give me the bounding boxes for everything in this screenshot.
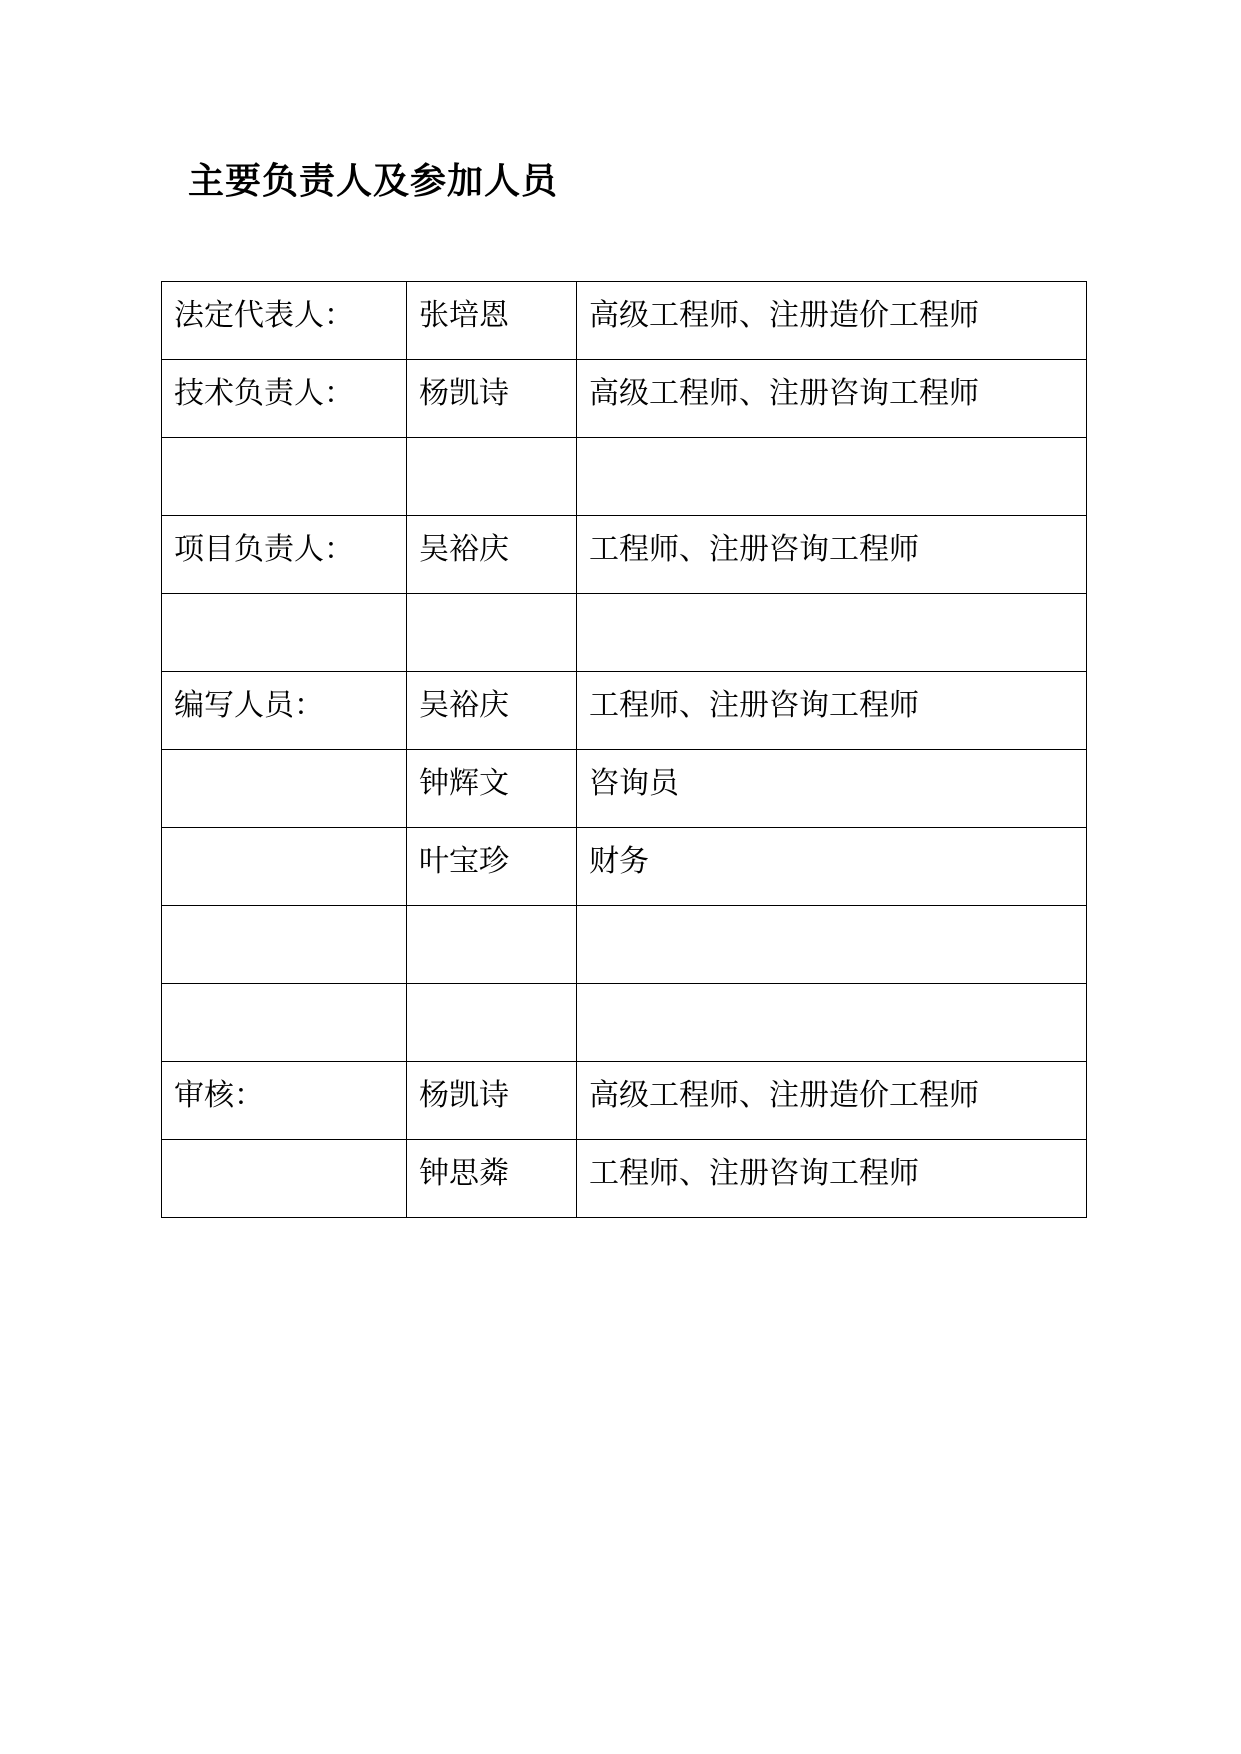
- table-row: [162, 828, 1087, 906]
- role-cell: [162, 594, 407, 672]
- name-cell: 钟辉文: [407, 750, 577, 828]
- table-row: [162, 672, 1087, 750]
- title-cell: [577, 594, 1087, 672]
- table-row: [162, 984, 1087, 1062]
- role-cell: [162, 828, 407, 906]
- role-cell: 审核：: [162, 1062, 407, 1140]
- role-cell: [162, 750, 407, 828]
- role-cell: 编写人员：: [162, 672, 407, 750]
- name-cell: 杨凯诗: [407, 360, 577, 438]
- table-row: [162, 516, 1087, 594]
- role-cell: [162, 906, 407, 984]
- staff-table: [161, 281, 1087, 1218]
- table-row: [162, 750, 1087, 828]
- name-cell: 吴裕庆: [407, 516, 577, 594]
- title-cell: 咨询员: [577, 750, 1087, 828]
- name-cell: 叶宝珍: [407, 828, 577, 906]
- name-cell: 钟思粦: [407, 1140, 577, 1218]
- title-cell: 高级工程师、注册造价工程师: [577, 282, 1087, 360]
- table-row: [162, 438, 1087, 516]
- page-title: 主要负责人及参加人员: [188, 161, 559, 202]
- title-cell: [577, 438, 1087, 516]
- table-row: [162, 1062, 1087, 1140]
- name-cell: 张培恩: [407, 282, 577, 360]
- table-row: [162, 282, 1087, 360]
- title-cell: 财务: [577, 828, 1087, 906]
- title-cell: 高级工程师、注册咨询工程师: [577, 360, 1087, 438]
- role-cell: [162, 1140, 407, 1218]
- role-cell: 项目负责人：: [162, 516, 407, 594]
- name-cell: 杨凯诗: [407, 1062, 577, 1140]
- title-cell: [577, 906, 1087, 984]
- table-row: [162, 906, 1087, 984]
- table-row: [162, 594, 1087, 672]
- title-cell: 工程师、注册咨询工程师: [577, 672, 1087, 750]
- title-cell: 高级工程师、注册造价工程师: [577, 1062, 1087, 1140]
- name-cell: [407, 906, 577, 984]
- name-cell: 吴裕庆: [407, 672, 577, 750]
- role-cell: 法定代表人：: [162, 282, 407, 360]
- role-cell: [162, 984, 407, 1062]
- title-cell: 工程师、注册咨询工程师: [577, 1140, 1087, 1218]
- table-row: [162, 1140, 1087, 1218]
- table-row: [162, 360, 1087, 438]
- role-cell: 技术负责人：: [162, 360, 407, 438]
- name-cell: [407, 438, 577, 516]
- title-cell: 工程师、注册咨询工程师: [577, 516, 1087, 594]
- title-cell: [577, 984, 1087, 1062]
- name-cell: [407, 594, 577, 672]
- role-cell: [162, 438, 407, 516]
- name-cell: [407, 984, 577, 1062]
